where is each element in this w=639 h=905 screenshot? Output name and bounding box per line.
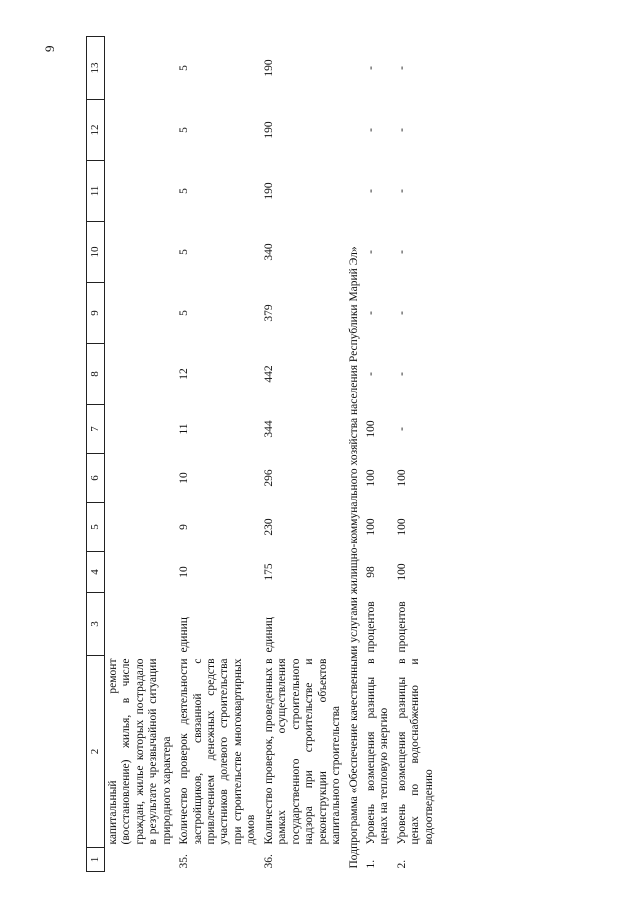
row-number: 36. [262,854,275,869]
value-cell: 100 [365,518,378,536]
value-cell: 5 [178,65,191,71]
value-cell: - [395,189,408,193]
row-unit: единиц [262,617,275,653]
value-cell: - [395,372,408,376]
value-cell: 11 [178,423,191,435]
value-cell: 9 [178,524,191,530]
value-cell [104,552,176,593]
value-cell [104,503,176,552]
header-cell: 13 [87,37,105,100]
row-unit: единиц [178,617,191,653]
value-cell [104,283,176,344]
value-cell: 190 [262,121,275,139]
value-cell: - [365,66,378,70]
value-cell: - [395,128,408,132]
row-unit: процентов [395,601,408,653]
value-cell: - [365,189,378,193]
value-cell: - [395,250,408,254]
value-cell: 344 [262,420,275,438]
value-cell: 5 [178,249,191,255]
header-row [87,37,105,872]
value-cell: - [395,311,408,315]
header-cell: 10 [87,222,105,283]
value-cell: 190 [262,182,275,200]
value-cell: 340 [262,243,275,261]
value-cell: 100 [395,518,408,536]
value-cell: 379 [262,304,275,322]
value-cell: - [365,250,378,254]
value-cell: - [365,372,378,376]
row-description: капитальный ремонт (восстановление) жилья, в числе граждан, жилье которых пострадало в результате чрезвычайной ситуации природного характера [106,658,173,845]
value-cell [104,344,176,405]
row-description: Количество проверок, проведенных в рамках осуществления государственного строительного надзора при строительстве и реконструкции объектов капитального строительства [262,658,343,845]
value-cell [104,222,176,283]
value-cell: - [365,311,378,315]
value-cell: 100 [365,420,378,438]
row-description: Уровень возмещения разницы в ценах на тепловую энергию [365,658,391,845]
table-row [176,37,261,872]
table-row [104,37,176,872]
header-cell: 4 [87,552,105,593]
header-cell: 3 [87,593,105,656]
table-row [261,37,346,872]
row-number: 2. [395,859,408,869]
value-cell: 5 [178,188,191,194]
value-cell [104,37,176,100]
row-description: Количество проверок деятельности застройщиков, связанной с привлечением денежных средств участников долевого строительства при строительстве многоквартирных домов [178,658,258,845]
value-cell [104,100,176,161]
indicators-table [86,36,438,872]
subprogram-row [346,37,363,872]
value-cell: 5 [178,310,191,316]
value-cell: 98 [365,566,378,578]
header-cell: 7 [87,405,105,454]
header-cell: 6 [87,454,105,503]
value-cell: 10 [178,472,191,484]
value-cell: 296 [262,469,275,487]
value-cell: 100 [365,469,378,487]
header-cell: 12 [87,100,105,161]
row-unit: процентов [365,601,378,653]
rotated-page [42,37,556,872]
page-number: 9 [42,45,57,52]
value-cell: 100 [395,563,408,581]
value-cell [104,405,176,454]
header-cell: 1 [87,848,105,872]
row-number: 35. [178,854,191,869]
value-cell: 230 [262,518,275,536]
row-unit [104,593,176,656]
value-cell: 175 [262,563,275,581]
value-cell [104,454,176,503]
header-cell: 8 [87,344,105,405]
value-cell: 190 [262,59,275,77]
table-row [363,37,394,872]
header-cell: 9 [87,283,105,344]
row-description: Уровень возмещения разницы в ценах по водоснабжению и водоотведению [395,658,435,845]
subprogram-title: Подпрограмма «Обеспечение качественными услугами жилищно-коммунального хозяйства населения Республики Марий Эл» [347,246,360,869]
value-cell: 100 [395,469,408,487]
value-cell: 442 [262,365,275,383]
header-cell: 5 [87,503,105,552]
row-number [104,848,176,872]
header-cell: 11 [87,161,105,222]
value-cell: - [395,427,408,431]
header-cell: 2 [87,656,105,848]
value-cell: 12 [178,368,191,380]
value-cell: - [365,128,378,132]
value-cell: - [395,66,408,70]
value-cell [104,161,176,222]
row-number: 1. [365,859,378,869]
value-cell: 5 [178,127,191,133]
value-cell: 10 [178,566,191,578]
table-row [394,37,438,872]
